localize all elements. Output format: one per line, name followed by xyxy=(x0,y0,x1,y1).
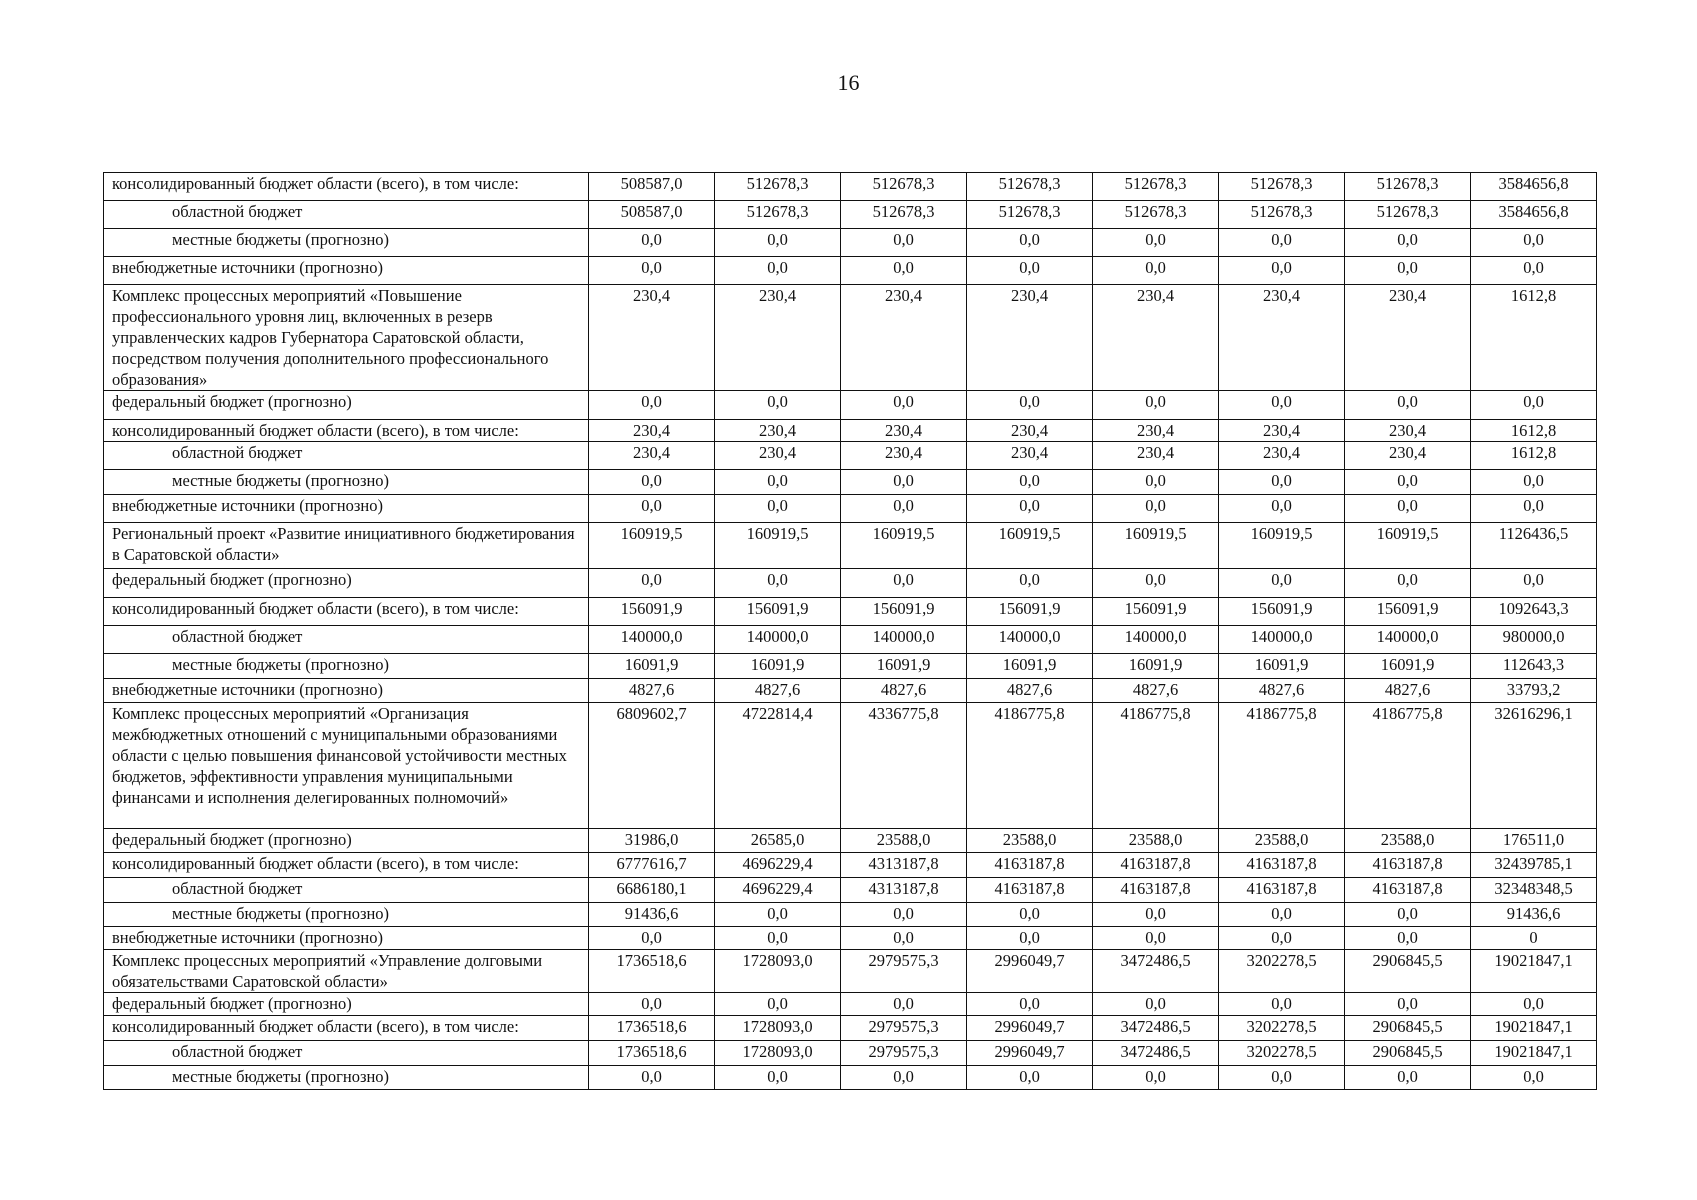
table-row xyxy=(104,853,1597,878)
year-value-cell: 508587,0 xyxy=(589,173,715,201)
table-row xyxy=(104,1066,1597,1090)
year-value-cell: 230,4 xyxy=(1345,420,1471,442)
total-value-cell: 19021847,1 xyxy=(1471,950,1597,993)
year-value-cell: 3472486,5 xyxy=(1093,1041,1219,1066)
year-value-cell: 0,0 xyxy=(1345,257,1471,285)
year-value-cell: 512678,3 xyxy=(1345,173,1471,201)
year-value-cell: 4163187,8 xyxy=(1219,853,1345,878)
row-label: консолидированный бюджет области (всего), в том числе: xyxy=(104,173,589,201)
year-value-cell: 230,4 xyxy=(967,420,1093,442)
year-value-cell: 512678,3 xyxy=(967,173,1093,201)
table-row xyxy=(104,523,1597,569)
year-value-cell: 4827,6 xyxy=(1093,679,1219,703)
table-row xyxy=(104,903,1597,927)
total-value-cell: 3584656,8 xyxy=(1471,173,1597,201)
row-label: федеральный бюджет (прогнозно) xyxy=(104,569,589,598)
year-value-cell: 512678,3 xyxy=(967,201,1093,229)
year-value-cell: 0,0 xyxy=(841,495,967,523)
year-value-cell: 1728093,0 xyxy=(715,1041,841,1066)
row-label: областной бюджет xyxy=(104,626,589,654)
year-value-cell: 230,4 xyxy=(841,285,967,391)
year-value-cell: 0,0 xyxy=(967,495,1093,523)
year-value-cell: 0,0 xyxy=(841,391,967,420)
total-value-cell: 112643,3 xyxy=(1471,654,1597,679)
year-value-cell: 0,0 xyxy=(1093,257,1219,285)
year-value-cell: 156091,9 xyxy=(589,598,715,626)
year-value-cell: 0,0 xyxy=(589,470,715,495)
year-value-cell: 0,0 xyxy=(589,257,715,285)
year-value-cell: 2996049,7 xyxy=(967,1041,1093,1066)
year-value-cell: 2906845,5 xyxy=(1345,1016,1471,1041)
year-value-cell: 140000,0 xyxy=(967,626,1093,654)
year-value-cell: 0,0 xyxy=(967,1066,1093,1090)
row-label: консолидированный бюджет области (всего), в том числе: xyxy=(104,853,589,878)
year-value-cell: 4827,6 xyxy=(967,679,1093,703)
year-value-cell: 140000,0 xyxy=(1219,626,1345,654)
year-value-cell: 2996049,7 xyxy=(967,950,1093,993)
table-row xyxy=(104,829,1597,853)
year-value-cell: 230,4 xyxy=(715,285,841,391)
year-value-cell: 512678,3 xyxy=(1093,201,1219,229)
table-row xyxy=(104,495,1597,523)
year-value-cell: 4336775,8 xyxy=(841,703,967,829)
year-value-cell: 0,0 xyxy=(1219,569,1345,598)
year-value-cell: 4186775,8 xyxy=(967,703,1093,829)
total-value-cell: 3584656,8 xyxy=(1471,201,1597,229)
year-value-cell: 230,4 xyxy=(1093,420,1219,442)
year-value-cell: 0,0 xyxy=(841,229,967,257)
total-value-cell: 32616296,1 xyxy=(1471,703,1597,829)
budget-table xyxy=(103,172,1597,1090)
year-value-cell: 6777616,7 xyxy=(589,853,715,878)
year-value-cell: 0,0 xyxy=(1219,229,1345,257)
year-value-cell: 0,0 xyxy=(1219,927,1345,950)
table-row xyxy=(104,285,1597,391)
year-value-cell: 26585,0 xyxy=(715,829,841,853)
year-value-cell: 4163187,8 xyxy=(1345,853,1471,878)
table-row xyxy=(104,1041,1597,1066)
year-value-cell: 0,0 xyxy=(967,993,1093,1016)
total-value-cell: 0,0 xyxy=(1471,1066,1597,1090)
year-value-cell: 2979575,3 xyxy=(841,950,967,993)
year-value-cell: 0,0 xyxy=(1093,927,1219,950)
year-value-cell: 230,4 xyxy=(967,285,1093,391)
year-value-cell: 0,0 xyxy=(1093,495,1219,523)
year-value-cell: 160919,5 xyxy=(715,523,841,569)
year-value-cell: 23588,0 xyxy=(841,829,967,853)
year-value-cell: 0,0 xyxy=(715,1066,841,1090)
table-row xyxy=(104,654,1597,679)
year-value-cell: 2996049,7 xyxy=(967,1016,1093,1041)
table-row xyxy=(104,1016,1597,1041)
table-row xyxy=(104,993,1597,1016)
year-value-cell: 0,0 xyxy=(1093,903,1219,927)
year-value-cell: 140000,0 xyxy=(589,626,715,654)
row-label: Комплекс процессных мероприятий «Организация межбюджетных отношений с муниципальными образованиями области с целью повышения финансовой устойчивости местных бюджетов, эффективности управления муниципальными финансами и исполнения делегированных полномочий» xyxy=(104,703,589,829)
row-label: местные бюджеты (прогнозно) xyxy=(104,903,589,927)
row-label: областной бюджет xyxy=(104,201,589,229)
table-row xyxy=(104,420,1597,442)
total-value-cell: 176511,0 xyxy=(1471,829,1597,853)
year-value-cell: 4696229,4 xyxy=(715,853,841,878)
year-value-cell: 512678,3 xyxy=(841,173,967,201)
year-value-cell: 0,0 xyxy=(841,569,967,598)
year-value-cell: 1736518,6 xyxy=(589,1016,715,1041)
year-value-cell: 0,0 xyxy=(715,391,841,420)
year-value-cell: 16091,9 xyxy=(967,654,1093,679)
year-value-cell: 0,0 xyxy=(841,470,967,495)
year-value-cell: 0,0 xyxy=(1345,903,1471,927)
year-value-cell: 2979575,3 xyxy=(841,1041,967,1066)
year-value-cell: 0,0 xyxy=(1219,257,1345,285)
budget-table-body xyxy=(104,173,1597,1090)
row-label: областной бюджет xyxy=(104,878,589,903)
total-value-cell: 91436,6 xyxy=(1471,903,1597,927)
year-value-cell: 4313187,8 xyxy=(841,853,967,878)
year-value-cell: 0,0 xyxy=(1093,391,1219,420)
row-label: федеральный бюджет (прогнозно) xyxy=(104,829,589,853)
total-value-cell: 1092643,3 xyxy=(1471,598,1597,626)
year-value-cell: 1728093,0 xyxy=(715,1016,841,1041)
row-label: областной бюджет xyxy=(104,442,589,470)
total-value-cell: 0,0 xyxy=(1471,993,1597,1016)
year-value-cell: 4163187,8 xyxy=(1093,853,1219,878)
year-value-cell: 23588,0 xyxy=(1093,829,1219,853)
row-label: внебюджетные источники (прогнозно) xyxy=(104,927,589,950)
year-value-cell: 0,0 xyxy=(1219,1066,1345,1090)
year-value-cell: 4186775,8 xyxy=(1093,703,1219,829)
year-value-cell: 230,4 xyxy=(1345,442,1471,470)
year-value-cell: 16091,9 xyxy=(1093,654,1219,679)
year-value-cell: 0,0 xyxy=(967,391,1093,420)
table-row xyxy=(104,679,1597,703)
table-row xyxy=(104,569,1597,598)
year-value-cell: 156091,9 xyxy=(841,598,967,626)
total-value-cell: 1612,8 xyxy=(1471,420,1597,442)
year-value-cell: 31986,0 xyxy=(589,829,715,853)
year-value-cell: 0,0 xyxy=(1345,229,1471,257)
row-label: Комплекс процессных мероприятий «Управление долговыми обязательствами Саратовской области» xyxy=(104,950,589,993)
year-value-cell: 0,0 xyxy=(1219,391,1345,420)
year-value-cell: 0,0 xyxy=(1345,569,1471,598)
year-value-cell: 512678,3 xyxy=(715,201,841,229)
year-value-cell: 4186775,8 xyxy=(1345,703,1471,829)
total-value-cell: 0,0 xyxy=(1471,391,1597,420)
year-value-cell: 0,0 xyxy=(589,391,715,420)
year-value-cell: 4163187,8 xyxy=(1093,878,1219,903)
year-value-cell: 0,0 xyxy=(589,927,715,950)
year-value-cell: 23588,0 xyxy=(1219,829,1345,853)
year-value-cell: 4722814,4 xyxy=(715,703,841,829)
year-value-cell: 0,0 xyxy=(589,569,715,598)
row-label: федеральный бюджет (прогнозно) xyxy=(104,391,589,420)
year-value-cell: 3472486,5 xyxy=(1093,950,1219,993)
year-value-cell: 2906845,5 xyxy=(1345,950,1471,993)
total-value-cell: 980000,0 xyxy=(1471,626,1597,654)
table-row xyxy=(104,878,1597,903)
year-value-cell: 230,4 xyxy=(967,442,1093,470)
total-value-cell: 32348348,5 xyxy=(1471,878,1597,903)
year-value-cell: 0,0 xyxy=(715,495,841,523)
table-row xyxy=(104,201,1597,229)
year-value-cell: 512678,3 xyxy=(715,173,841,201)
year-value-cell: 0,0 xyxy=(967,257,1093,285)
year-value-cell: 16091,9 xyxy=(589,654,715,679)
table-row xyxy=(104,470,1597,495)
year-value-cell: 160919,5 xyxy=(589,523,715,569)
row-label: местные бюджеты (прогнозно) xyxy=(104,470,589,495)
year-value-cell: 4827,6 xyxy=(589,679,715,703)
year-value-cell: 0,0 xyxy=(841,993,967,1016)
year-value-cell: 4163187,8 xyxy=(967,878,1093,903)
year-value-cell: 0,0 xyxy=(589,1066,715,1090)
year-value-cell: 230,4 xyxy=(589,285,715,391)
year-value-cell: 4827,6 xyxy=(715,679,841,703)
total-value-cell: 0,0 xyxy=(1471,569,1597,598)
year-value-cell: 1736518,6 xyxy=(589,1041,715,1066)
year-value-cell: 160919,5 xyxy=(967,523,1093,569)
year-value-cell: 16091,9 xyxy=(841,654,967,679)
year-value-cell: 0,0 xyxy=(589,993,715,1016)
total-value-cell: 1612,8 xyxy=(1471,285,1597,391)
year-value-cell: 3472486,5 xyxy=(1093,1016,1219,1041)
year-value-cell: 4827,6 xyxy=(841,679,967,703)
year-value-cell: 0,0 xyxy=(1345,470,1471,495)
year-value-cell: 0,0 xyxy=(1093,470,1219,495)
year-value-cell: 230,4 xyxy=(1219,420,1345,442)
year-value-cell: 6686180,1 xyxy=(589,878,715,903)
year-value-cell: 156091,9 xyxy=(1345,598,1471,626)
row-label: федеральный бюджет (прогнозно) xyxy=(104,993,589,1016)
year-value-cell: 1728093,0 xyxy=(715,950,841,993)
total-value-cell: 1126436,5 xyxy=(1471,523,1597,569)
year-value-cell: 0,0 xyxy=(1093,569,1219,598)
row-label: внебюджетные источники (прогнозно) xyxy=(104,495,589,523)
table-row xyxy=(104,229,1597,257)
table-row xyxy=(104,391,1597,420)
year-value-cell: 140000,0 xyxy=(1093,626,1219,654)
year-value-cell: 0,0 xyxy=(1093,229,1219,257)
year-value-cell: 2906845,5 xyxy=(1345,1041,1471,1066)
year-value-cell: 156091,9 xyxy=(715,598,841,626)
year-value-cell: 3202278,5 xyxy=(1219,1016,1345,1041)
year-value-cell: 0,0 xyxy=(841,1066,967,1090)
year-value-cell: 230,4 xyxy=(1093,442,1219,470)
year-value-cell: 3202278,5 xyxy=(1219,950,1345,993)
year-value-cell: 0,0 xyxy=(715,229,841,257)
year-value-cell: 230,4 xyxy=(589,420,715,442)
table-row xyxy=(104,927,1597,950)
year-value-cell: 2979575,3 xyxy=(841,1016,967,1041)
year-value-cell: 0,0 xyxy=(715,257,841,285)
total-value-cell: 19021847,1 xyxy=(1471,1041,1597,1066)
total-value-cell: 0,0 xyxy=(1471,257,1597,285)
year-value-cell: 0,0 xyxy=(715,470,841,495)
row-label: внебюджетные источники (прогнозно) xyxy=(104,679,589,703)
year-value-cell: 160919,5 xyxy=(1345,523,1471,569)
year-value-cell: 512678,3 xyxy=(1345,201,1471,229)
year-value-cell: 0,0 xyxy=(589,229,715,257)
year-value-cell: 91436,6 xyxy=(589,903,715,927)
year-value-cell: 0,0 xyxy=(1345,927,1471,950)
year-value-cell: 4696229,4 xyxy=(715,878,841,903)
total-value-cell: 0,0 xyxy=(1471,229,1597,257)
year-value-cell: 230,4 xyxy=(1345,285,1471,391)
row-label: внебюджетные источники (прогнозно) xyxy=(104,257,589,285)
year-value-cell: 0,0 xyxy=(1093,993,1219,1016)
year-value-cell: 508587,0 xyxy=(589,201,715,229)
row-label: Комплекс процессных мероприятий «Повышение профессионального уровня лиц, включенных в резерв управленческих кадров Губернатора Саратовской области, посредством получения дополнительного профессионального образования» xyxy=(104,285,589,391)
year-value-cell: 0,0 xyxy=(1219,470,1345,495)
year-value-cell: 0,0 xyxy=(841,927,967,950)
year-value-cell: 512678,3 xyxy=(1219,201,1345,229)
table-row xyxy=(104,173,1597,201)
year-value-cell: 16091,9 xyxy=(1219,654,1345,679)
year-value-cell: 512678,3 xyxy=(1093,173,1219,201)
year-value-cell: 0,0 xyxy=(1345,391,1471,420)
year-value-cell: 4186775,8 xyxy=(1219,703,1345,829)
year-value-cell: 140000,0 xyxy=(841,626,967,654)
total-value-cell: 0 xyxy=(1471,927,1597,950)
year-value-cell: 0,0 xyxy=(967,927,1093,950)
year-value-cell: 160919,5 xyxy=(1219,523,1345,569)
year-value-cell: 156091,9 xyxy=(1219,598,1345,626)
year-value-cell: 23588,0 xyxy=(1345,829,1471,853)
year-value-cell: 156091,9 xyxy=(1093,598,1219,626)
year-value-cell: 230,4 xyxy=(715,442,841,470)
total-value-cell: 0,0 xyxy=(1471,470,1597,495)
table-row xyxy=(104,442,1597,470)
year-value-cell: 230,4 xyxy=(589,442,715,470)
year-value-cell: 0,0 xyxy=(967,903,1093,927)
year-value-cell: 4163187,8 xyxy=(1345,878,1471,903)
year-value-cell: 0,0 xyxy=(715,569,841,598)
year-value-cell: 0,0 xyxy=(715,903,841,927)
year-value-cell: 4163187,8 xyxy=(967,853,1093,878)
year-value-cell: 0,0 xyxy=(1345,993,1471,1016)
year-value-cell: 230,4 xyxy=(1219,285,1345,391)
table-row xyxy=(104,950,1597,993)
year-value-cell: 23588,0 xyxy=(967,829,1093,853)
year-value-cell: 0,0 xyxy=(1345,495,1471,523)
year-value-cell: 0,0 xyxy=(967,470,1093,495)
year-value-cell: 16091,9 xyxy=(1345,654,1471,679)
total-value-cell: 1612,8 xyxy=(1471,442,1597,470)
row-label: Региональный проект «Развитие инициативного бюджетирования в Саратовской области» xyxy=(104,523,589,569)
year-value-cell: 230,4 xyxy=(1219,442,1345,470)
year-value-cell: 6809602,7 xyxy=(589,703,715,829)
row-label: консолидированный бюджет области (всего), в том числе: xyxy=(104,420,589,442)
year-value-cell: 16091,9 xyxy=(715,654,841,679)
table-row xyxy=(104,703,1597,829)
table-row xyxy=(104,626,1597,654)
year-value-cell: 0,0 xyxy=(1093,1066,1219,1090)
year-value-cell: 160919,5 xyxy=(1093,523,1219,569)
year-value-cell: 0,0 xyxy=(589,495,715,523)
year-value-cell: 4163187,8 xyxy=(1219,878,1345,903)
year-value-cell: 4827,6 xyxy=(1345,679,1471,703)
year-value-cell: 230,4 xyxy=(715,420,841,442)
year-value-cell: 0,0 xyxy=(967,229,1093,257)
year-value-cell: 0,0 xyxy=(841,903,967,927)
row-label: местные бюджеты (прогнозно) xyxy=(104,229,589,257)
year-value-cell: 0,0 xyxy=(715,993,841,1016)
year-value-cell: 1736518,6 xyxy=(589,950,715,993)
table-row xyxy=(104,598,1597,626)
row-label: консолидированный бюджет области (всего), в том числе: xyxy=(104,598,589,626)
year-value-cell: 230,4 xyxy=(841,442,967,470)
year-value-cell: 4827,6 xyxy=(1219,679,1345,703)
table-row xyxy=(104,257,1597,285)
year-value-cell: 512678,3 xyxy=(841,201,967,229)
row-label: консолидированный бюджет области (всего), в том числе: xyxy=(104,1016,589,1041)
year-value-cell: 0,0 xyxy=(967,569,1093,598)
total-value-cell: 33793,2 xyxy=(1471,679,1597,703)
total-value-cell: 32439785,1 xyxy=(1471,853,1597,878)
year-value-cell: 4313187,8 xyxy=(841,878,967,903)
year-value-cell: 230,4 xyxy=(1093,285,1219,391)
year-value-cell: 0,0 xyxy=(841,257,967,285)
year-value-cell: 156091,9 xyxy=(967,598,1093,626)
year-value-cell: 3202278,5 xyxy=(1219,1041,1345,1066)
year-value-cell: 0,0 xyxy=(1345,1066,1471,1090)
row-label: местные бюджеты (прогнозно) xyxy=(104,1066,589,1090)
year-value-cell: 230,4 xyxy=(841,420,967,442)
page-number: 16 xyxy=(837,70,860,95)
total-value-cell: 0,0 xyxy=(1471,495,1597,523)
year-value-cell: 512678,3 xyxy=(1219,173,1345,201)
year-value-cell: 0,0 xyxy=(1219,993,1345,1016)
total-value-cell: 19021847,1 xyxy=(1471,1016,1597,1041)
row-label: местные бюджеты (прогнозно) xyxy=(104,654,589,679)
row-label: областной бюджет xyxy=(104,1041,589,1066)
year-value-cell: 0,0 xyxy=(1219,495,1345,523)
year-value-cell: 140000,0 xyxy=(1345,626,1471,654)
year-value-cell: 0,0 xyxy=(715,927,841,950)
year-value-cell: 0,0 xyxy=(1219,903,1345,927)
year-value-cell: 140000,0 xyxy=(715,626,841,654)
year-value-cell: 160919,5 xyxy=(841,523,967,569)
